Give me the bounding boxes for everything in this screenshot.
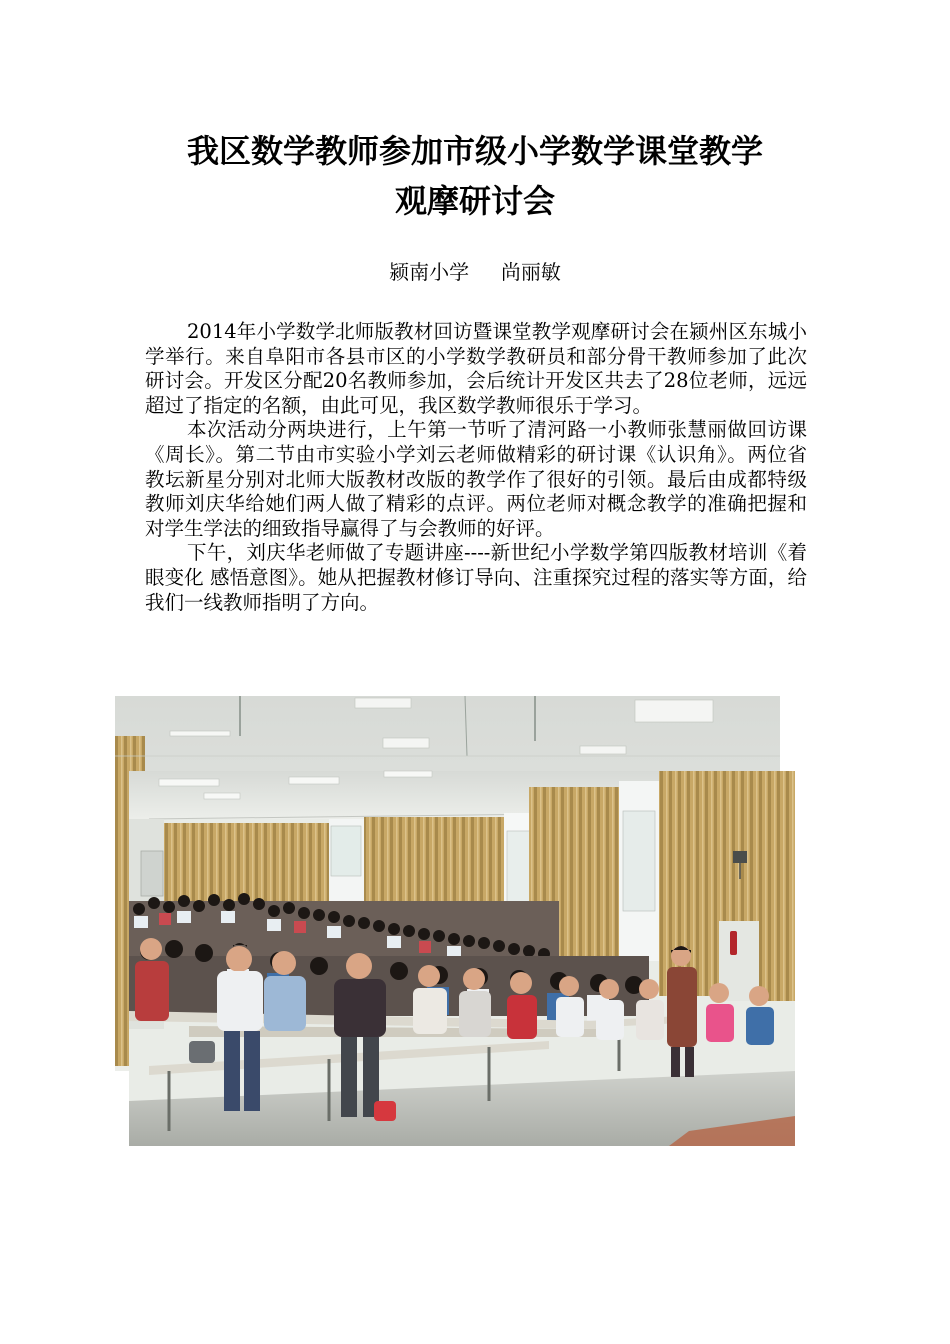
paragraph-3: 下午，刘庆华老师做了专题讲座----新世纪小学数学第四版教材培训《着眼变化 感悟意图》。她从把握教材修订导向、注重探究过程的落实等方面，给我们一线教师指明了方向。 [145,541,807,614]
article-title-line-1: 我区数学教师参加市级小学数学课堂教学 [186,132,763,170]
article-title-line-2: 观摩研讨会 [394,182,555,220]
paragraph-2: 本次活动分两块进行，上午第一节听了清河路一小教师张慧丽做回访课《周长》。第二节由市实验小学刘云老师做精彩的研讨课《认识角》。两位省教坛新星分别对北师大版教材改版的教学作了很好的引领。最后由成都特级教师刘庆华给她们两人做了精彩的点评。两位老师对概念教学的准确把握和对学生学法的细致指导赢得了与会教师的好评。 [145,418,807,540]
article-title [145,126,805,226]
seminar-photo-illustration [115,696,795,1146]
paragraph-1: 2014年小学数学北师版教材回访暨课堂教学观摩研讨会在颍州区东城小学举行。来自阜阳市各县市区的小学数学教研员和部分骨干教师参加了此次研讨会。开发区分配20名教师参加，会后统计开发区共去了28位老师，远远超过了指定的名额，由此可见，我区数学教师很乐于学习。 [145,320,807,417]
author-byline: 颍南小学 尚丽敏 [389,260,561,284]
seminar-photo [115,696,795,1146]
photo-main-layer [129,771,795,1146]
article-body [145,320,807,615]
